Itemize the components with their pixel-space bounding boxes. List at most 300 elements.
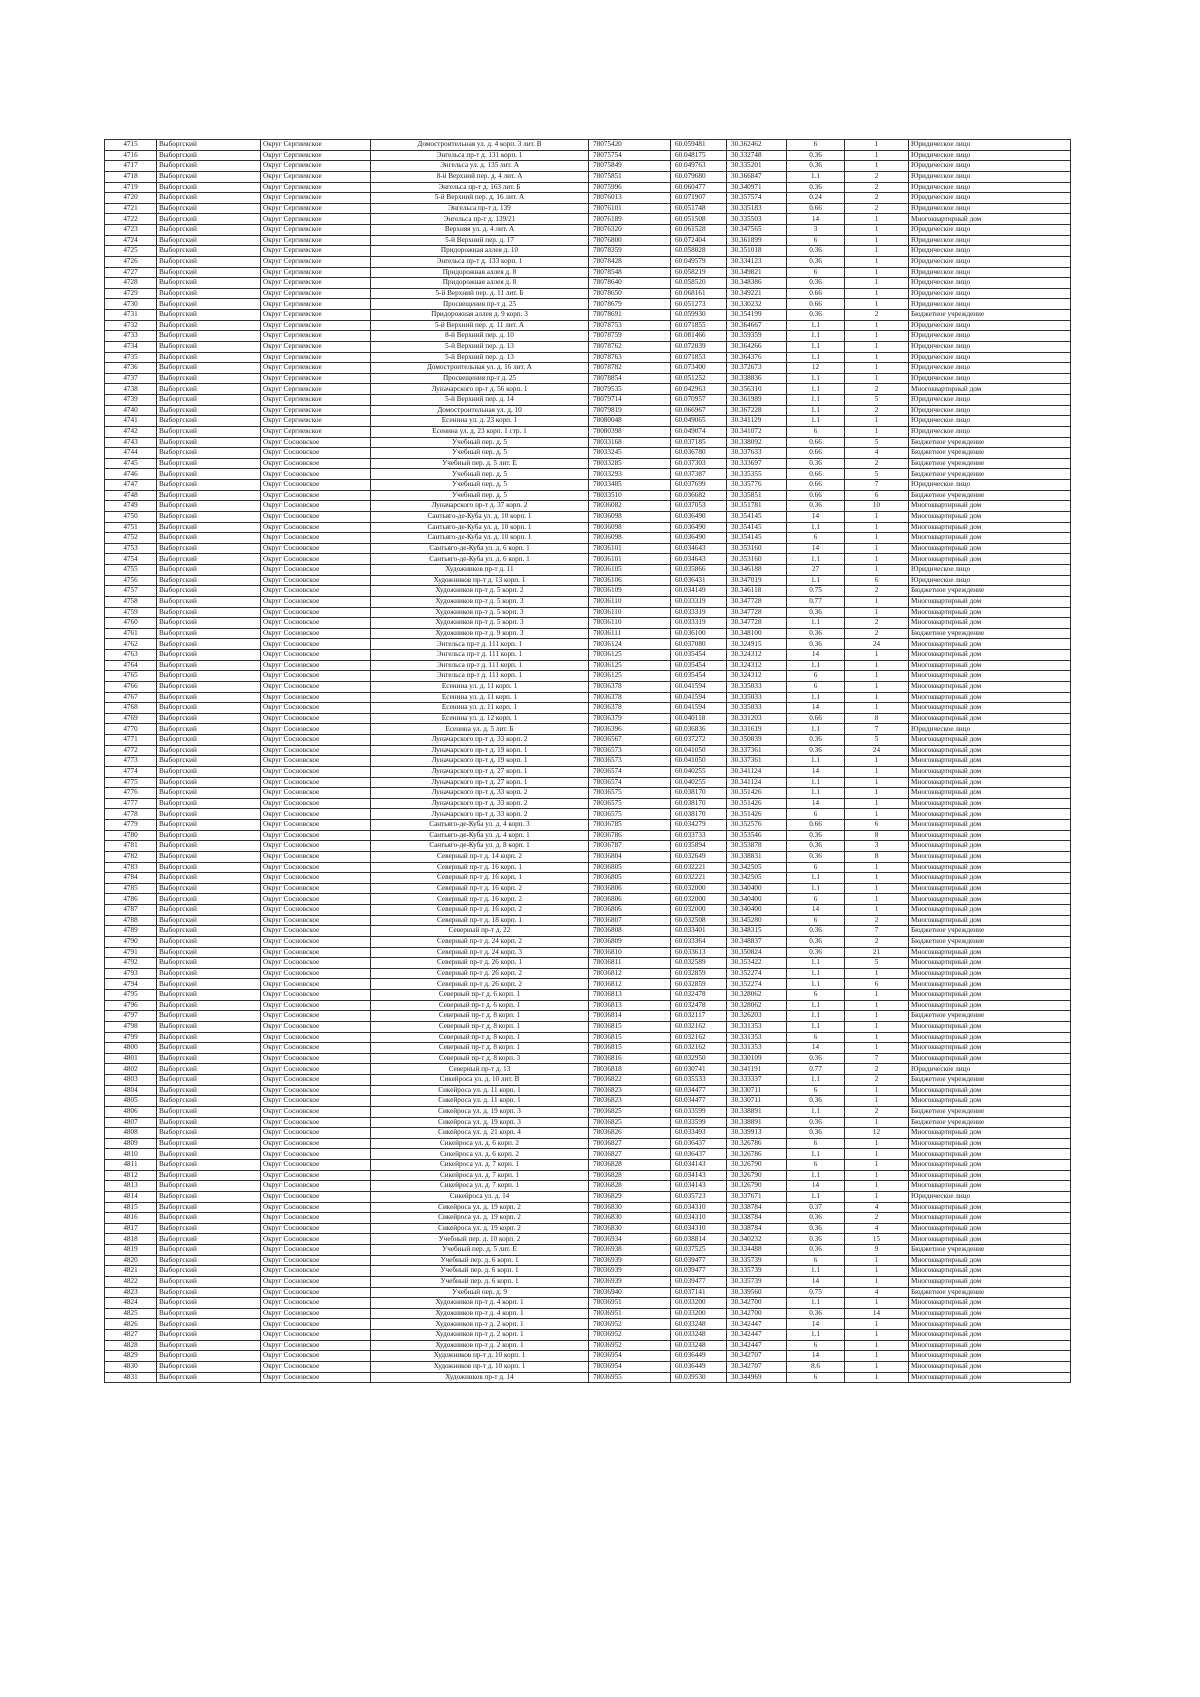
address-cell: Художников пр-т д. 4 корп. 1 [371, 1308, 589, 1319]
address-cell: Сикейроса ул. д. 10 лит. В [371, 1075, 589, 1086]
address-cell: Сикейроса ул. д. 6 корп. 2 [371, 1138, 589, 1149]
table-row [105, 490, 1071, 501]
volume-cell: 1.1 [787, 1149, 845, 1160]
district-cell: Выборгский [157, 458, 261, 469]
longitude-cell: 30.335851 [727, 490, 787, 501]
address-cell: Учебный пер. д. 6 корп. 1 [371, 1266, 589, 1277]
latitude-cell: 60.032162 [671, 1021, 727, 1032]
count-cell: 1 [845, 809, 909, 820]
table-row [105, 1298, 1071, 1309]
address-cell: Художников пр-т д. 14 [371, 1372, 589, 1383]
owner-type-cell: Многоквартирный дом [909, 660, 1071, 671]
row-number: 4828 [105, 1340, 157, 1351]
count-cell: 1 [845, 1138, 909, 1149]
latitude-cell: 60.034310 [671, 1213, 727, 1224]
latitude-cell: 60.037080 [671, 639, 727, 650]
latitude-cell: 60.058520 [671, 278, 727, 289]
volume-cell: 0.36 [787, 458, 845, 469]
count-cell: 14 [845, 1308, 909, 1319]
volume-cell: 14 [787, 543, 845, 554]
okrug-cell: Округ Сергиевское [261, 352, 371, 363]
address-cell: Энгельса пр-т д. 133 корп. 1 [371, 256, 589, 267]
code-cell: 78036106 [589, 575, 671, 586]
owner-type-cell: Юридическое лицо [909, 575, 1071, 586]
table-row [105, 607, 1071, 618]
longitude-cell: 30.349821 [727, 267, 787, 278]
count-cell: 2 [845, 586, 909, 597]
latitude-cell: 60.038170 [671, 788, 727, 799]
okrug-cell: Округ Сосновское [261, 490, 371, 501]
address-cell: Северный пр-т д. 13 [371, 1064, 589, 1075]
owner-type-cell: Многоквартирный дом [909, 1181, 1071, 1192]
owner-type-cell: Бюджетное учреждение [909, 926, 1071, 937]
owner-type-cell: Юридическое лицо [909, 193, 1071, 204]
count-cell: 1 [845, 671, 909, 682]
longitude-cell: 30.348100 [727, 628, 787, 639]
address-cell: 5-й Верхний пер. д. 13 [371, 341, 589, 352]
row-number: 4803 [105, 1075, 157, 1086]
latitude-cell: 60.037387 [671, 469, 727, 480]
code-cell: 78036828 [589, 1170, 671, 1181]
address-cell: Есенина ул. д. 11 корп. 1 [371, 681, 589, 692]
table-row [105, 1149, 1071, 1160]
latitude-cell: 60.033599 [671, 1106, 727, 1117]
code-cell: 78036808 [589, 926, 671, 937]
latitude-cell: 60.036780 [671, 448, 727, 459]
code-cell: 78036378 [589, 703, 671, 714]
volume-cell: 1.1 [787, 618, 845, 629]
owner-type-cell: Юридическое лицо [909, 256, 1071, 267]
volume-cell: 0.24 [787, 193, 845, 204]
address-cell: Луначарского пр-т д. 33 корп. 2 [371, 788, 589, 799]
row-number: 4726 [105, 256, 157, 267]
longitude-cell: 30.367228 [727, 405, 787, 416]
owner-type-cell: Бюджетное учреждение [909, 469, 1071, 480]
count-cell: 1 [845, 660, 909, 671]
table-row [105, 1372, 1071, 1383]
owner-type-cell: Многоквартирный дом [909, 1160, 1071, 1171]
longitude-cell: 30.335033 [727, 681, 787, 692]
longitude-cell: 30.332748 [727, 150, 787, 161]
okrug-cell: Округ Сосновское [261, 905, 371, 916]
count-cell: 1 [845, 246, 909, 257]
table-row [105, 1255, 1071, 1266]
row-number: 4757 [105, 586, 157, 597]
owner-type-cell: Многоквартирный дом [909, 841, 1071, 852]
longitude-cell: 30.341129 [727, 416, 787, 427]
table-row [105, 660, 1071, 671]
okrug-cell: Округ Сосновское [261, 703, 371, 714]
volume-cell: 0.36 [787, 745, 845, 756]
address-cell: Сикейроса ул. д. 11 корп. 1 [371, 1096, 589, 1107]
count-cell: 1 [845, 1181, 909, 1192]
count-cell: 2 [845, 384, 909, 395]
okrug-cell: Округ Сосновское [261, 713, 371, 724]
longitude-cell: 30.342700 [727, 1298, 787, 1309]
okrug-cell: Округ Сосновское [261, 766, 371, 777]
owner-type-cell: Многоквартирный дом [909, 947, 1071, 958]
longitude-cell: 30.347565 [727, 225, 787, 236]
volume-cell: 1.1 [787, 692, 845, 703]
code-cell: 78036098 [589, 511, 671, 522]
owner-type-cell: Многоквартирный дом [909, 851, 1071, 862]
count-cell: 2 [845, 405, 909, 416]
okrug-cell: Округ Сосновское [261, 947, 371, 958]
count-cell: 7 [845, 926, 909, 937]
table-row [105, 352, 1071, 363]
latitude-cell: 60.036490 [671, 522, 727, 533]
volume-cell: 1.1 [787, 1000, 845, 1011]
owner-type-cell: Юридическое лицо [909, 373, 1071, 384]
table-row [105, 756, 1071, 767]
volume-cell: 0.66 [787, 437, 845, 448]
owner-type-cell: Многоквартирный дом [909, 1351, 1071, 1362]
district-cell: Выборгский [157, 915, 261, 926]
district-cell: Выборгский [157, 1085, 261, 1096]
address-cell: Луначарского пр-т д. 27 корп. 1 [371, 777, 589, 788]
row-number: 4808 [105, 1128, 157, 1139]
latitude-cell: 60.033493 [671, 1128, 727, 1139]
table-row [105, 915, 1071, 926]
table-row [105, 501, 1071, 512]
address-cell: Есенина ул. д. 23 корп. 1 [371, 416, 589, 427]
district-cell: Выборгский [157, 1298, 261, 1309]
longitude-cell: 30.354145 [727, 533, 787, 544]
table-row [105, 554, 1071, 565]
okrug-cell: Округ Сосновское [261, 724, 371, 735]
latitude-cell: 60.033733 [671, 830, 727, 841]
latitude-cell: 60.049763 [671, 161, 727, 172]
code-cell: 78036110 [589, 607, 671, 618]
table-row [105, 1191, 1071, 1202]
address-cell: Домостроительная ул. д. 16 лит. А [371, 363, 589, 374]
owner-type-cell: Юридическое лицо [909, 416, 1071, 427]
row-number: 4762 [105, 639, 157, 650]
count-cell: 1 [845, 990, 909, 1001]
district-cell: Выборгский [157, 501, 261, 512]
row-number: 4770 [105, 724, 157, 735]
longitude-cell: 30.347019 [727, 575, 787, 586]
address-cell: Есенина ул. д. 5 лит. Б [371, 724, 589, 735]
address-cell: Северный пр-т д. 8 корп. 1 [371, 1043, 589, 1054]
district-cell: Выборгский [157, 352, 261, 363]
volume-cell: 0.66 [787, 299, 845, 310]
table-row [105, 713, 1071, 724]
volume-cell: 1.1 [787, 416, 845, 427]
count-cell: 5 [845, 395, 909, 406]
table-row [105, 851, 1071, 862]
owner-type-cell: Многоквартирный дом [909, 830, 1071, 841]
count-cell: 6 [845, 979, 909, 990]
address-cell: Сикейроса ул. д. 19 корп. 2 [371, 1213, 589, 1224]
latitude-cell: 60.037699 [671, 480, 727, 491]
longitude-cell: 30.331353 [727, 1032, 787, 1043]
owner-type-cell: Многоквартирный дом [909, 1032, 1071, 1043]
row-number: 4800 [105, 1043, 157, 1054]
row-number: 4766 [105, 681, 157, 692]
volume-cell: 6 [787, 1255, 845, 1266]
code-cell: 78080048 [589, 416, 671, 427]
okrug-cell: Округ Сосновское [261, 1234, 371, 1245]
row-number: 4785 [105, 883, 157, 894]
district-cell: Выборгский [157, 522, 261, 533]
code-cell: 78036940 [589, 1287, 671, 1298]
latitude-cell: 60.035866 [671, 565, 727, 576]
owner-type-cell: Юридическое лицо [909, 320, 1071, 331]
longitude-cell: 30.344969 [727, 1372, 787, 1383]
owner-type-cell: Многоквартирный дом [909, 1266, 1071, 1277]
code-cell: 78036951 [589, 1298, 671, 1309]
district-cell: Выборгский [157, 936, 261, 947]
owner-type-cell: Многоквартирный дом [909, 639, 1071, 650]
okrug-cell: Округ Сосновское [261, 1340, 371, 1351]
longitude-cell: 30.324915 [727, 639, 787, 650]
latitude-cell: 60.033401 [671, 926, 727, 937]
owner-type-cell: Юридическое лицо [909, 288, 1071, 299]
table-row [105, 1043, 1071, 1054]
owner-type-cell: Многоквартирный дом [909, 1223, 1071, 1234]
latitude-cell: 60.041594 [671, 703, 727, 714]
longitude-cell: 30.346118 [727, 586, 787, 597]
district-cell: Выборгский [157, 862, 261, 873]
okrug-cell: Округ Сосновское [261, 1128, 371, 1139]
code-cell: 78036955 [589, 1372, 671, 1383]
latitude-cell: 60.036836 [671, 724, 727, 735]
owner-type-cell: Юридическое лицо [909, 405, 1071, 416]
district-cell: Выборгский [157, 1106, 261, 1117]
longitude-cell: 30.326203 [727, 1011, 787, 1022]
owner-type-cell: Бюджетное учреждение [909, 628, 1071, 639]
row-number: 4772 [105, 745, 157, 756]
district-cell: Выборгский [157, 1319, 261, 1330]
code-cell: 78076101 [589, 203, 671, 214]
address-cell: Сикейроса ул. д. 21 корп. 4 [371, 1128, 589, 1139]
latitude-cell: 60.033364 [671, 936, 727, 947]
code-cell: 78036810 [589, 947, 671, 958]
row-number: 4753 [105, 543, 157, 554]
address-cell: Луначарского пр-т д. 33 корп. 2 [371, 735, 589, 746]
volume-cell: 1.1 [787, 660, 845, 671]
okrug-cell: Округ Сергиевское [261, 341, 371, 352]
owner-type-cell: Многоквартирный дом [909, 671, 1071, 682]
latitude-cell: 60.035454 [671, 660, 727, 671]
volume-cell: 0.75 [787, 1287, 845, 1298]
longitude-cell: 30.364667 [727, 320, 787, 331]
longitude-cell: 30.328062 [727, 1000, 787, 1011]
okrug-cell: Округ Сергиевское [261, 416, 371, 427]
owner-type-cell: Многоквартирный дом [909, 1043, 1071, 1054]
district-cell: Выборгский [157, 256, 261, 267]
district-cell: Выборгский [157, 1191, 261, 1202]
okrug-cell: Округ Сергиевское [261, 161, 371, 172]
address-cell: Учебный пер. д. 6 корп. 1 [371, 1255, 589, 1266]
district-cell: Выборгский [157, 150, 261, 161]
owner-type-cell: Многоквартирный дом [909, 384, 1071, 395]
owner-type-cell: Многоквартирный дом [909, 894, 1071, 905]
owner-type-cell: Юридическое лицо [909, 150, 1071, 161]
latitude-cell: 60.081466 [671, 331, 727, 342]
district-cell: Выборгский [157, 448, 261, 459]
table-row [105, 182, 1071, 193]
table-row [105, 1138, 1071, 1149]
table-row [105, 1308, 1071, 1319]
table-row [105, 1266, 1071, 1277]
table-row [105, 320, 1071, 331]
count-cell: 1 [845, 703, 909, 714]
code-cell: 78036830 [589, 1223, 671, 1234]
latitude-cell: 60.039477 [671, 1255, 727, 1266]
code-cell: 78036109 [589, 586, 671, 597]
owner-type-cell: Бюджетное учреждение [909, 1287, 1071, 1298]
row-number: 4761 [105, 628, 157, 639]
okrug-cell: Округ Сосновское [261, 1266, 371, 1277]
count-cell: 21 [845, 947, 909, 958]
row-number: 4736 [105, 363, 157, 374]
address-cell: Сантьяго-де-Куба ул. д. 10 корп. 1 [371, 522, 589, 533]
latitude-cell: 60.059930 [671, 310, 727, 321]
latitude-cell: 60.032000 [671, 905, 727, 916]
owner-type-cell: Многоквартирный дом [909, 798, 1071, 809]
code-cell: 78036939 [589, 1255, 671, 1266]
table-row [105, 331, 1071, 342]
district-cell: Выборгский [157, 671, 261, 682]
count-cell: 1 [845, 1043, 909, 1054]
longitude-cell: 30.338784 [727, 1223, 787, 1234]
owner-type-cell: Бюджетное учреждение [909, 458, 1071, 469]
owner-type-cell: Юридическое лицо [909, 161, 1071, 172]
volume-cell: 0.36 [787, 841, 845, 852]
longitude-cell: 30.328062 [727, 990, 787, 1001]
code-cell: 78036805 [589, 873, 671, 884]
owner-type-cell: Бюджетное учреждение [909, 1011, 1071, 1022]
latitude-cell: 60.035894 [671, 841, 727, 852]
district-cell: Выборгский [157, 1245, 261, 1256]
address-cell: Сикейроса ул. д. 19 корп. 3 [371, 1117, 589, 1128]
okrug-cell: Округ Сосновское [261, 777, 371, 788]
address-cell: Сантьяго-де-Куба ул. д. 10 корп. 1 [371, 533, 589, 544]
address-cell: Северный пр-т д. 16 корп. 1 [371, 862, 589, 873]
address-cell: Энгельса пр-т д. 111 корп. 1 [371, 671, 589, 682]
code-cell: 78036828 [589, 1160, 671, 1171]
code-cell: 78036806 [589, 883, 671, 894]
row-number: 4774 [105, 766, 157, 777]
volume-cell: 14 [787, 766, 845, 777]
row-number: 4760 [105, 618, 157, 629]
code-cell: 78036951 [589, 1308, 671, 1319]
longitude-cell: 30.333697 [727, 458, 787, 469]
address-cell: Северный пр-т д. 16 корп. 2 [371, 894, 589, 905]
code-cell: 78078548 [589, 267, 671, 278]
latitude-cell: 60.051748 [671, 203, 727, 214]
longitude-cell: 30.342505 [727, 873, 787, 884]
table-row [105, 543, 1071, 554]
latitude-cell: 60.072039 [671, 341, 727, 352]
table-row [105, 1021, 1071, 1032]
address-cell: Художников пр-т д. 13 корп. 1 [371, 575, 589, 586]
district-cell: Выборгский [157, 1330, 261, 1341]
latitude-cell: 60.032000 [671, 883, 727, 894]
address-cell: Сантьяго-де-Куба ул. д. 6 корп. 1 [371, 554, 589, 565]
owner-type-cell: Многоквартирный дом [909, 1128, 1071, 1139]
volume-cell: 1.1 [787, 522, 845, 533]
count-cell: 1 [845, 1032, 909, 1043]
district-cell: Выборгский [157, 1308, 261, 1319]
address-cell: Учебный пер. д. 5 [371, 437, 589, 448]
longitude-cell: 30.348837 [727, 936, 787, 947]
okrug-cell: Округ Сосновское [261, 575, 371, 586]
district-cell: Выборгский [157, 851, 261, 862]
district-cell: Выборгский [157, 1170, 261, 1181]
owner-type-cell: Юридическое лицо [909, 363, 1071, 374]
volume-cell: 0.36 [787, 501, 845, 512]
volume-cell: 0.66 [787, 203, 845, 214]
count-cell: 2 [845, 1064, 909, 1075]
owner-type-cell: Многоквартирный дом [909, 1202, 1071, 1213]
district-cell: Выборгский [157, 416, 261, 427]
count-cell: 7 [845, 480, 909, 491]
row-number: 4743 [105, 437, 157, 448]
district-cell: Выборгский [157, 203, 261, 214]
okrug-cell: Округ Сосновское [261, 820, 371, 831]
code-cell: 78075420 [589, 140, 671, 151]
okrug-cell: Округ Сосновское [261, 1202, 371, 1213]
okrug-cell: Округ Сосновское [261, 936, 371, 947]
okrug-cell: Округ Сосновское [261, 543, 371, 554]
owner-type-cell: Бюджетное учреждение [909, 586, 1071, 597]
table-row [105, 150, 1071, 161]
address-cell: Художников пр-т д. 10 корп. 1 [371, 1351, 589, 1362]
owner-type-cell: Юридическое лицо [909, 225, 1071, 236]
okrug-cell: Округ Сосновское [261, 511, 371, 522]
owner-type-cell: Многоквартирный дом [909, 1330, 1071, 1341]
row-number: 4793 [105, 968, 157, 979]
latitude-cell: 60.041050 [671, 756, 727, 767]
code-cell: 78036816 [589, 1053, 671, 1064]
district-cell: Выборгский [157, 1287, 261, 1298]
table-row [105, 809, 1071, 820]
owner-type-cell: Юридическое лицо [909, 352, 1071, 363]
row-number: 4721 [105, 203, 157, 214]
okrug-cell: Округ Сосновское [261, 851, 371, 862]
row-number: 4749 [105, 501, 157, 512]
table-body [105, 140, 1071, 1383]
owner-type-cell: Многоквартирный дом [909, 713, 1071, 724]
volume-cell: 0.66 [787, 490, 845, 501]
row-number: 4734 [105, 341, 157, 352]
row-number: 4747 [105, 480, 157, 491]
code-cell: 78036379 [589, 713, 671, 724]
owner-type-cell: Многоквартирный дом [909, 1138, 1071, 1149]
volume-cell: 1.1 [787, 756, 845, 767]
row-number: 4722 [105, 214, 157, 225]
owner-type-cell: Многоквартирный дом [909, 788, 1071, 799]
owner-type-cell: Юридическое лицо [909, 278, 1071, 289]
address-cell: 5-й Верхний пер. д. 16 лит. А [371, 193, 589, 204]
code-cell: 78036110 [589, 618, 671, 629]
volume-cell: 0.36 [787, 1213, 845, 1224]
district-cell: Выборгский [157, 543, 261, 554]
district-cell: Выборгский [157, 246, 261, 257]
count-cell: 1 [845, 522, 909, 533]
volume-cell: 1.1 [787, 1011, 845, 1022]
table-row [105, 650, 1071, 661]
volume-cell: 1.1 [787, 777, 845, 788]
table-row [105, 225, 1071, 236]
address-cell: Северный пр-т д. 16 корп. 2 [371, 883, 589, 894]
table-row [105, 873, 1071, 884]
row-number: 4718 [105, 171, 157, 182]
table-row [105, 278, 1071, 289]
